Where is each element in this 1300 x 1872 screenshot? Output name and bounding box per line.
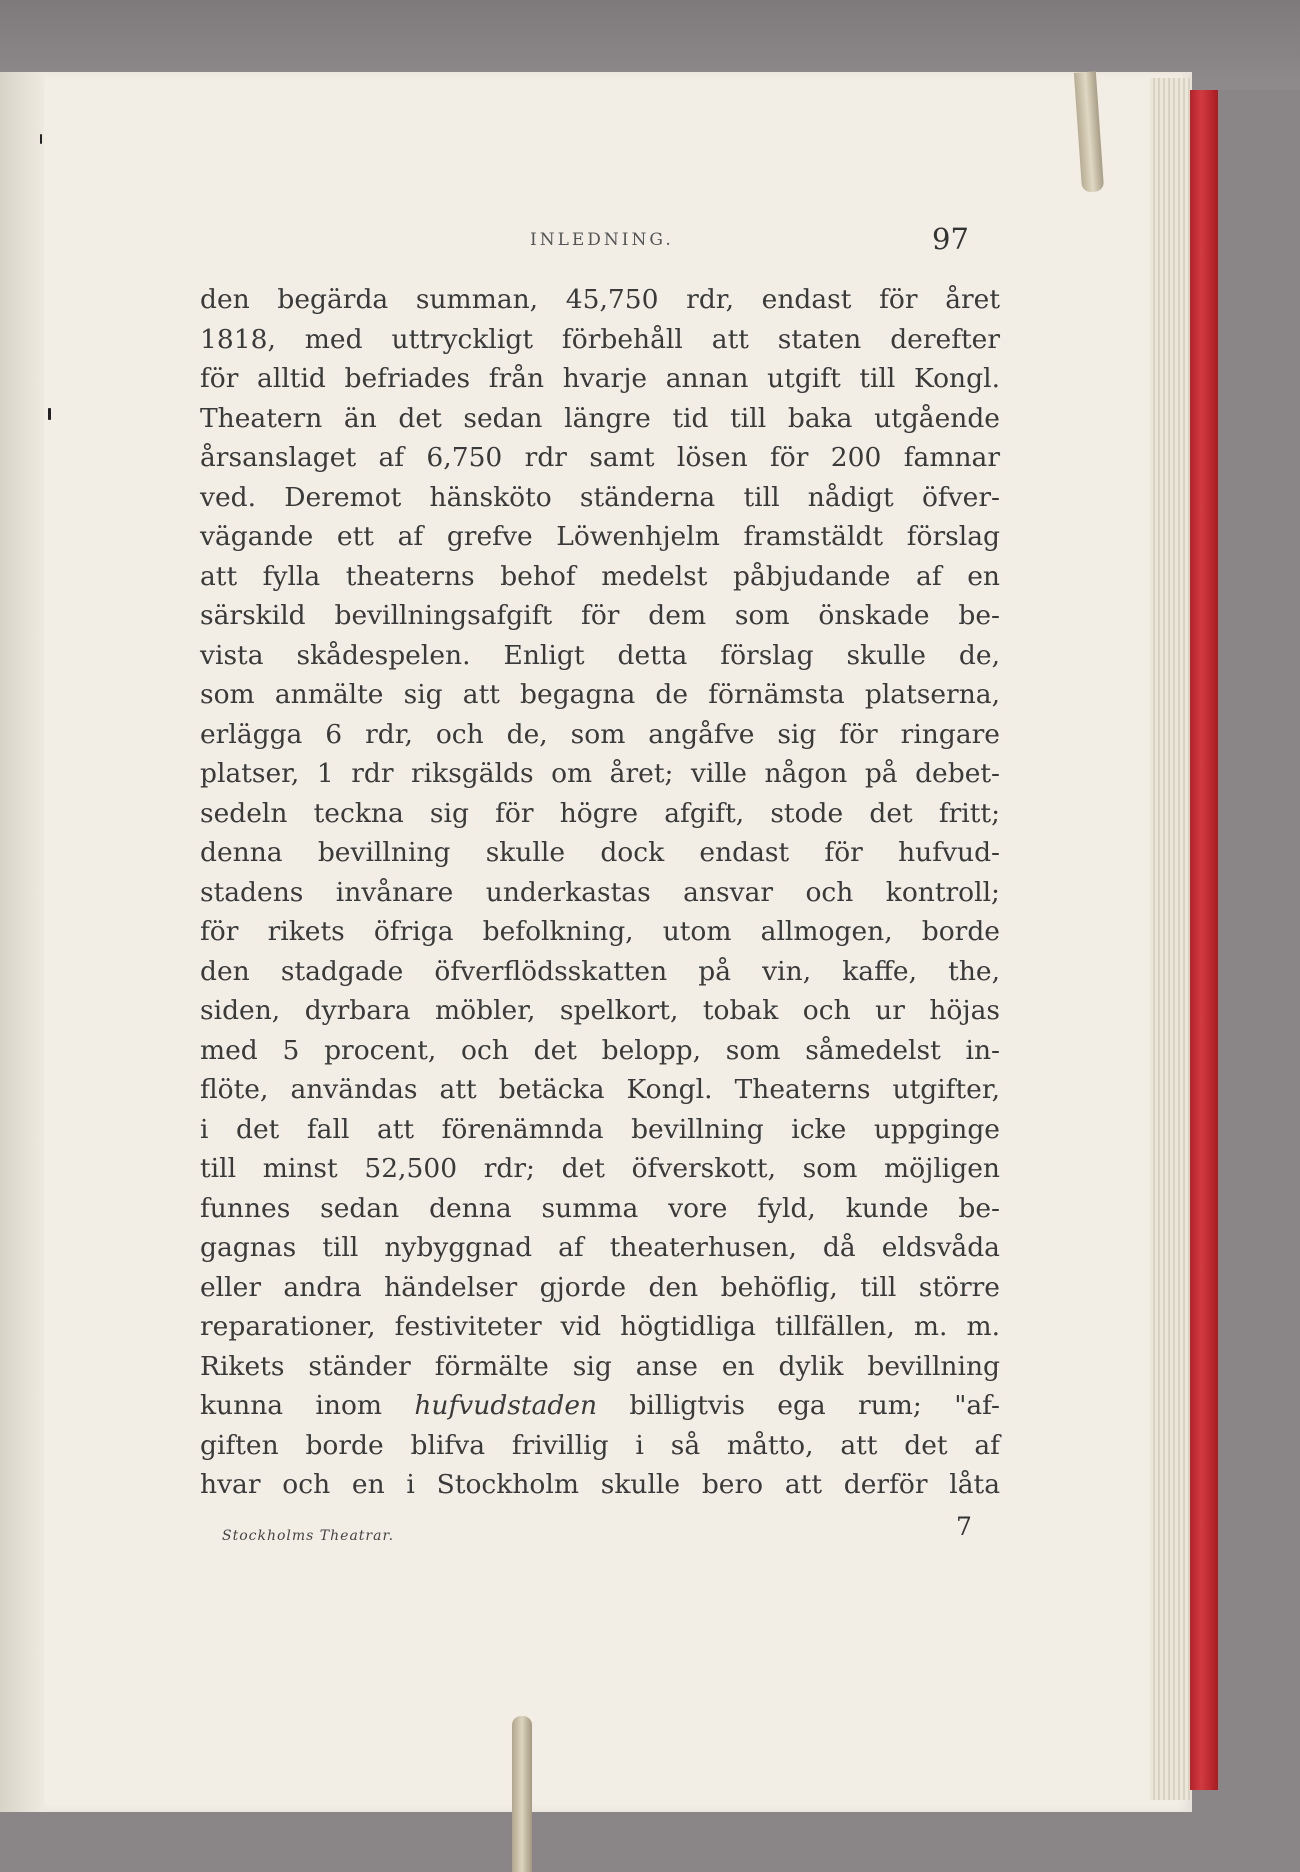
text-line: funnes sedan denna summa vore fyld, kunde be- <box>200 1192 1000 1224</box>
text-line: platser, 1 rdr riksgälds om året; ville någon på debet- <box>200 758 1000 789</box>
text-line: vägande ett af grefve Löwenhjelm framstäldt förslag <box>200 521 1000 552</box>
text-line: ved. Deremot hänsköto ständerna till nådigt öfver- <box>200 481 1000 513</box>
text-line: stadens invånare underkastas ansvar och kontroll; <box>200 876 1000 908</box>
bookmark-ribbon-bottom <box>512 1716 532 1872</box>
body-text <box>200 280 1000 1505</box>
text-line: gagnas till nybyggnad af theaterhusen, då eldsvåda <box>200 1232 1000 1263</box>
scan-speck <box>40 134 42 144</box>
running-head-title: INLEDNING. <box>530 230 674 250</box>
italic-emphasis: hufvudstaden <box>414 1390 598 1421</box>
text-line: med 5 procent, och det belopp, som såmedelst in- <box>200 1034 1000 1066</box>
signature-line: Stockholms Theatrar. <box>222 1528 395 1544</box>
text-line: i det fall att förenämnda bevillning icke uppginge <box>200 1113 1000 1145</box>
text-line: för alltid befriades från hvarje annan utgift till Kongl. <box>200 363 1000 394</box>
page-block-edge <box>1150 78 1190 1800</box>
text-line: den begärda summan, 45,750 rdr, endast för året <box>200 284 1000 315</box>
text-line: kunna inom hufvudstaden billigtvis ega rum; "af- <box>200 1390 1000 1421</box>
text-line: särskild bevillningsafgift för dem som önskade be- <box>200 600 1000 631</box>
scan-speck <box>48 408 51 420</box>
text-line: Theatern än det sedan längre tid till baka utgående <box>200 402 1000 434</box>
text-line: reparationer, festiviteter vid högtidliga tillfällen, m. m. <box>200 1311 1000 1342</box>
signature-mark: 7 <box>956 1512 972 1541</box>
text-line: eller andra händelser gjorde den behöflig, till större <box>200 1271 1000 1303</box>
text-line: sedeln teckna sig för högre afgift, stode det fritt; <box>200 797 1000 829</box>
text-line: siden, dyrbara möbler, spelkort, tobak och ur höjas <box>200 995 1000 1026</box>
text-line: flöte, användas att betäcka Kongl. Theaterns utgifter, <box>200 1074 1000 1105</box>
text-line: att fylla theaterns behof medelst påbjudande af en <box>200 560 1000 592</box>
text-line: erlägga 6 rdr, och de, som angåfve sig för ringare <box>200 718 1000 750</box>
text-line: till minst 52,500 rdr; det öfverskott, som möjligen <box>200 1153 1000 1184</box>
page-number: 97 <box>932 222 969 256</box>
text-line: denna bevillning skulle dock endast för hufvud- <box>200 837 1000 868</box>
text-line: 1818, med uttryckligt förbehåll att staten derefter <box>200 323 1000 355</box>
text-line: årsanslaget af 6,750 rdr samt lösen för 200 famnar <box>200 442 1000 473</box>
text-line: den stadgade öfverflödsskatten på vin, kaffe, the, <box>200 955 1000 987</box>
red-book-cover <box>1190 90 1218 1790</box>
left-page-edge <box>0 72 47 1812</box>
text-line: hvar och en i Stockholm skulle bero att derför låta <box>200 1469 1000 1500</box>
page-footer <box>222 1512 982 1552</box>
text-line: vista skådespelen. Enligt detta förslag skulle de, <box>200 639 1000 671</box>
text-line: för rikets öfriga befolkning, utom allmogen, borde <box>200 916 1000 947</box>
text-line: Rikets ständer förmälte sig anse en dylik bevillning <box>200 1350 1000 1382</box>
text-line: som anmälte sig att begagna de förnämsta platserna, <box>200 679 1000 710</box>
running-head <box>0 222 1300 256</box>
text-line: giften borde blifva frivillig i så måtto, att det af <box>200 1429 1000 1461</box>
